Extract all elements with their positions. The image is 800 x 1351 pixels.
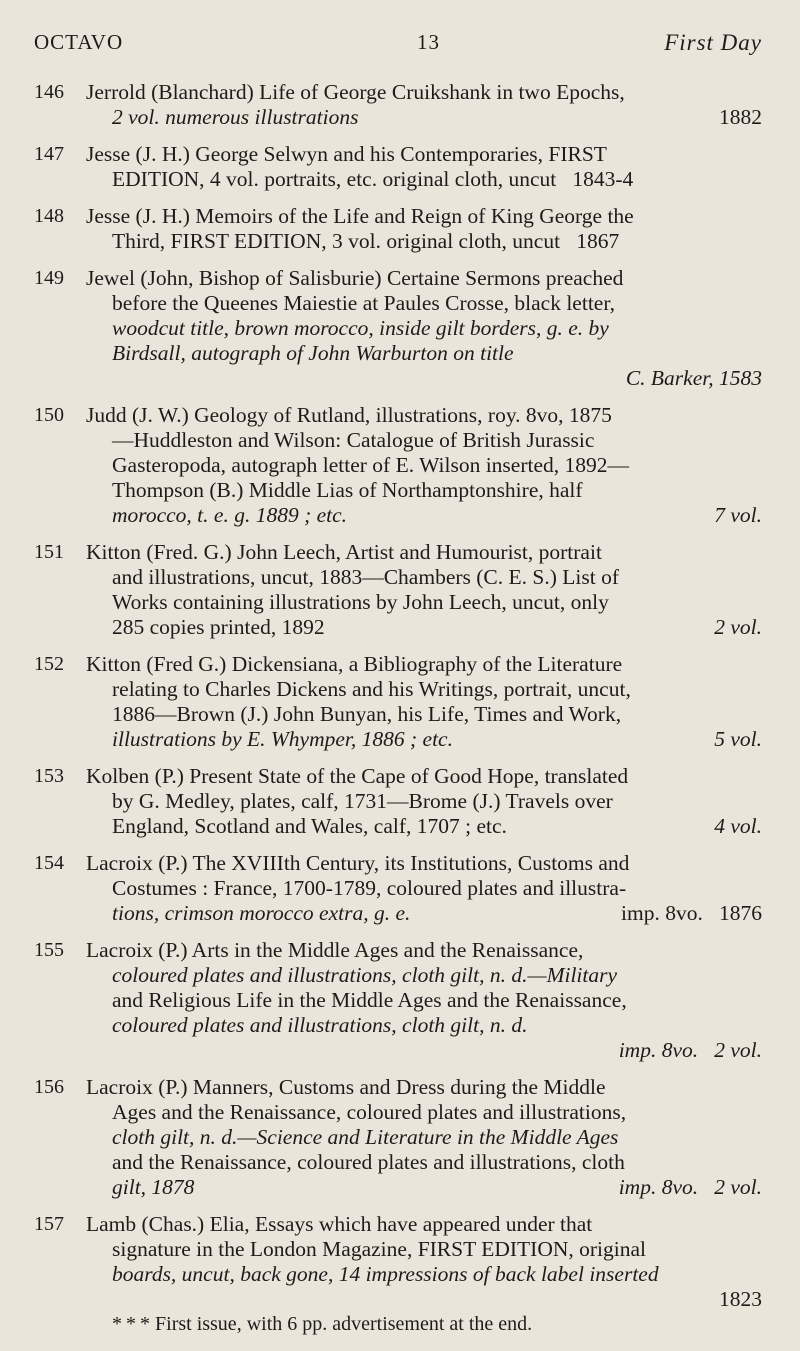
entry-line: Jerrold (Blanchard) Life of George Cruikshank in two Epochs, [86, 80, 625, 104]
entry-line: Works containing illustrations by John Leech, uncut, only [112, 590, 609, 614]
entry-line: Jesse (J. H.) Memoirs of the Life and Reign of King George the [86, 204, 634, 228]
lot-entry [34, 938, 762, 1063]
lot-entry [34, 540, 762, 640]
entry-note: * * * First issue, with 6 pp. advertisement at the end. [112, 1313, 533, 1335]
lot-number: 153 [34, 765, 64, 787]
lot-entry [34, 652, 762, 752]
entry-line: Third, FIRST EDITION, 3 vol. original cloth, uncut 1867 [112, 229, 620, 253]
lot-number: 149 [34, 267, 64, 289]
lot-number: 150 [34, 404, 64, 426]
lot-number: 148 [34, 205, 64, 227]
entry-line: and Religious Life in the Middle Ages and the Renaissance, [112, 988, 627, 1012]
lot-number: 147 [34, 143, 64, 165]
page-number: 13 [417, 30, 440, 54]
entry-line: and the Renaissance, coloured plates and illustrations, cloth [112, 1150, 625, 1174]
entry-line: —Huddleston and Wilson: Catalogue of British Jurassic [112, 428, 595, 452]
entry-line: coloured plates and illustrations, cloth gilt, n. d. [112, 1013, 528, 1037]
entry-line: 2 vol. numerous illustrations [112, 105, 359, 129]
lot-number: 154 [34, 852, 64, 874]
running-head [34, 30, 762, 80]
lot-entry [34, 764, 762, 839]
entry-line: cloth gilt, n. d.—Science and Literature in the Middle Ages [112, 1125, 619, 1149]
entry-line: Lamb (Chas.) Elia, Essays which have appeared under that [86, 1212, 593, 1236]
entry-line: Lacroix (P.) Manners, Customs and Dress during the Middle [86, 1075, 606, 1099]
entry-date: 1882 [719, 105, 762, 129]
entry-format-volumes: imp. 8vo. 2 vol. [618, 1038, 762, 1062]
lot-entry [34, 851, 762, 926]
entry-line: 285 copies printed, 1892 [112, 615, 325, 639]
entry-line: Thompson (B.) Middle Lias of Northamptonshire, half [112, 478, 583, 502]
entry-line: Gasteropoda, autograph letter of E. Wilson inserted, 1892— [112, 453, 629, 477]
entry-line: Kolben (P.) Present State of the Cape of Good Hope, translated [86, 764, 629, 788]
lot-number: 146 [34, 81, 64, 103]
lot-number: 156 [34, 1076, 64, 1098]
entry-line: by G. Medley, plates, calf, 1731—Brome (J.) Travels over [112, 789, 613, 813]
lot-number: 152 [34, 653, 64, 675]
lot-entry [34, 80, 762, 130]
entry-line: Kitton (Fred G.) Dickensiana, a Bibliography of the Literature [86, 652, 623, 676]
running-head-section: OCTAVO [34, 30, 124, 54]
lot-list [34, 80, 762, 1337]
lot-number: 155 [34, 939, 64, 961]
lot-entry [34, 1075, 762, 1200]
entry-line: signature in the London Magazine, FIRST EDITION, original [112, 1237, 647, 1261]
entry-line: gilt, 1878 [112, 1175, 195, 1199]
lot-entry [34, 403, 762, 528]
lot-number: 157 [34, 1213, 64, 1235]
entry-format-date: imp. 8vo. 1876 [621, 901, 762, 925]
entry-line: morocco, t. e. g. 1889 ; etc. [112, 503, 348, 527]
entry-line: before the Queenes Maiestie at Paules Crosse, black letter, [112, 291, 616, 315]
entry-volumes: 5 vol. [714, 727, 762, 751]
lot-entry [34, 1212, 762, 1337]
lot-entry [34, 266, 762, 391]
entry-line: EDITION, 4 vol. portraits, etc. original cloth, uncut 1843-4 [112, 167, 634, 191]
entry-line: Lacroix (P.) The XVIIIth Century, its Institutions, Customs and [86, 851, 630, 875]
entry-line: illustrations by E. Whymper, 1886 ; etc. [112, 727, 453, 751]
entry-imprint: C. Barker, 1583 [625, 366, 762, 390]
entry-line: England, Scotland and Wales, calf, 1707 ; etc. [112, 814, 507, 838]
entry-line: coloured plates and illustrations, cloth gilt, n. d.—Military [112, 963, 618, 987]
entry-line: Lacroix (P.) Arts in the Middle Ages and the Renaissance, [86, 938, 584, 962]
lot-number: 151 [34, 541, 64, 563]
running-head-sale-day: First Day [664, 30, 762, 55]
entry-format-volumes: imp. 8vo. 2 vol. [618, 1175, 762, 1199]
entry-line: Birdsall, autograph of John Warburton on title [112, 341, 514, 365]
entry-date: 1823 [719, 1287, 762, 1311]
entry-line: and illustrations, uncut, 1883—Chambers (C. E. S.) List of [112, 565, 619, 589]
entry-line: Kitton (Fred. G.) John Leech, Artist and Humourist, portrait [86, 540, 602, 564]
entry-volumes: 4 vol. [714, 814, 762, 838]
entry-volumes: 7 vol. [714, 503, 762, 527]
entry-line: Ages and the Renaissance, coloured plates and illustrations, [112, 1100, 627, 1124]
entry-line: boards, uncut, back gone, 14 impressions of back label inserted [112, 1262, 659, 1286]
entry-line: Jesse (J. H.) George Selwyn and his Contemporaries, FIRST [86, 142, 607, 166]
entry-line: Judd (J. W.) Geology of Rutland, illustrations, roy. 8vo, 1875 [86, 403, 612, 427]
lot-entry [34, 204, 762, 254]
entry-line: 1886—Brown (J.) John Bunyan, his Life, Times and Work, [112, 702, 622, 726]
entry-line: woodcut title, brown morocco, inside gilt borders, g. e. by [112, 316, 609, 340]
entry-line: Costumes : France, 1700-1789, coloured plates and illustra- [112, 876, 627, 900]
lot-entry [34, 142, 762, 192]
entry-volumes: 2 vol. [714, 615, 762, 639]
entry-line: relating to Charles Dickens and his Writings, portrait, uncut, [112, 677, 631, 701]
entry-line: Jewel (John, Bishop of Salisburie) Certaine Sermons preached [86, 266, 624, 290]
entry-line: tions, crimson morocco extra, g. e. [112, 901, 411, 925]
